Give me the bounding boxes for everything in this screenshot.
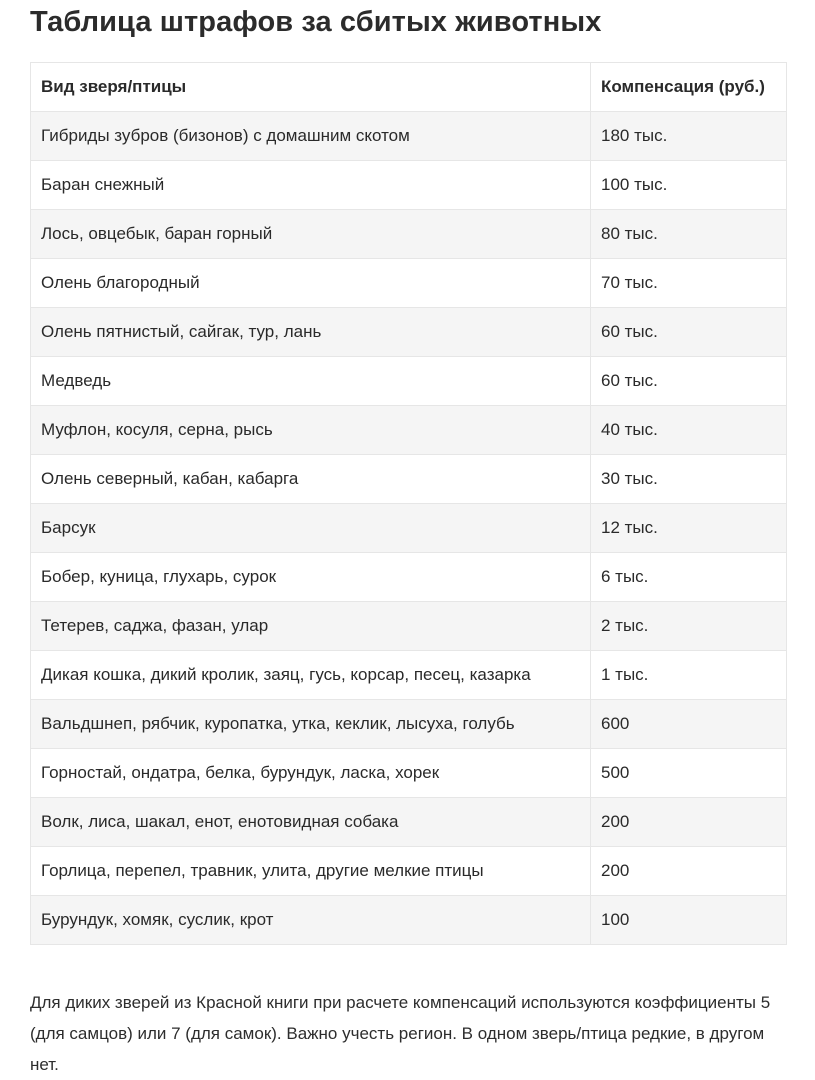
compensation-cell: 60 тыс.: [591, 357, 787, 406]
compensation-cell: 180 тыс.: [591, 112, 787, 161]
footnote-text: Для диких зверей из Красной книги при расчете компенсаций используются коэффициенты 5 (для самцов) или 7 (для самок). Важно учесть регион. В одном зверь/птица редкие, в другом нет.: [30, 993, 771, 1074]
compensation-cell: 80 тыс.: [591, 210, 787, 259]
table-row: [31, 896, 787, 945]
table-row: [31, 455, 787, 504]
compensation-cell: 2 тыс.: [591, 602, 787, 651]
table-row: [31, 210, 787, 259]
species-cell: Горностай, ондатра, белка, бурундук, ласка, хорек: [31, 749, 591, 798]
species-cell: Олень северный, кабан, кабарга: [31, 455, 591, 504]
compensation-cell: 600: [591, 700, 787, 749]
column-header-compensation: Компенсация (руб.): [591, 63, 787, 112]
table-row: [31, 651, 787, 700]
species-cell: Тетерев, саджа, фазан, улар: [31, 602, 591, 651]
species-cell: Олень пятнистый, сайгак, тур, лань: [31, 308, 591, 357]
compensation-cell: 200: [591, 847, 787, 896]
column-header-species: Вид зверя/птицы: [31, 63, 591, 112]
compensation-cell: 30 тыс.: [591, 455, 787, 504]
table-row: [31, 749, 787, 798]
table-row: [31, 602, 787, 651]
fines-table: [30, 62, 787, 945]
table-body: [31, 112, 787, 945]
table-row: [31, 406, 787, 455]
species-cell: Лось, овцебык, баран горный: [31, 210, 591, 259]
species-cell: Горлица, перепел, травник, улита, другие мелкие птицы: [31, 847, 591, 896]
table-row: [31, 308, 787, 357]
compensation-cell: 12 тыс.: [591, 504, 787, 553]
compensation-cell: 1 тыс.: [591, 651, 787, 700]
species-cell: Баран снежный: [31, 161, 591, 210]
species-cell: Бурундук, хомяк, суслик, крот: [31, 896, 591, 945]
table-row: [31, 798, 787, 847]
species-cell: Гибриды зубров (бизонов) с домашним скотом: [31, 112, 591, 161]
compensation-cell: 500: [591, 749, 787, 798]
page-title: Таблица штрафов за сбитых животных: [30, 6, 602, 38]
species-cell: Барсук: [31, 504, 591, 553]
table-row: [31, 259, 787, 308]
table-row: [31, 112, 787, 161]
species-cell: Бобер, куница, глухарь, сурок: [31, 553, 591, 602]
table-row: [31, 553, 787, 602]
table-row: [31, 847, 787, 896]
table-header-row: [31, 63, 787, 112]
compensation-cell: 100: [591, 896, 787, 945]
compensation-cell: 40 тыс.: [591, 406, 787, 455]
compensation-cell: 60 тыс.: [591, 308, 787, 357]
species-cell: Олень благородный: [31, 259, 591, 308]
compensation-cell: 200: [591, 798, 787, 847]
species-cell: Волк, лиса, шакал, енот, енотовидная собака: [31, 798, 591, 847]
species-cell: Дикая кошка, дикий кролик, заяц, гусь, корсар, песец, казарка: [31, 651, 591, 700]
species-cell: Медведь: [31, 357, 591, 406]
table-row: [31, 700, 787, 749]
table-row: [31, 161, 787, 210]
species-cell: Муфлон, косуля, серна, рысь: [31, 406, 591, 455]
compensation-cell: 100 тыс.: [591, 161, 787, 210]
table-row: [31, 357, 787, 406]
compensation-cell: 70 тыс.: [591, 259, 787, 308]
compensation-cell: 6 тыс.: [591, 553, 787, 602]
table-row: [31, 504, 787, 553]
species-cell: Вальдшнеп, рябчик, куропатка, утка, кеклик, лысуха, голубь: [31, 700, 591, 749]
